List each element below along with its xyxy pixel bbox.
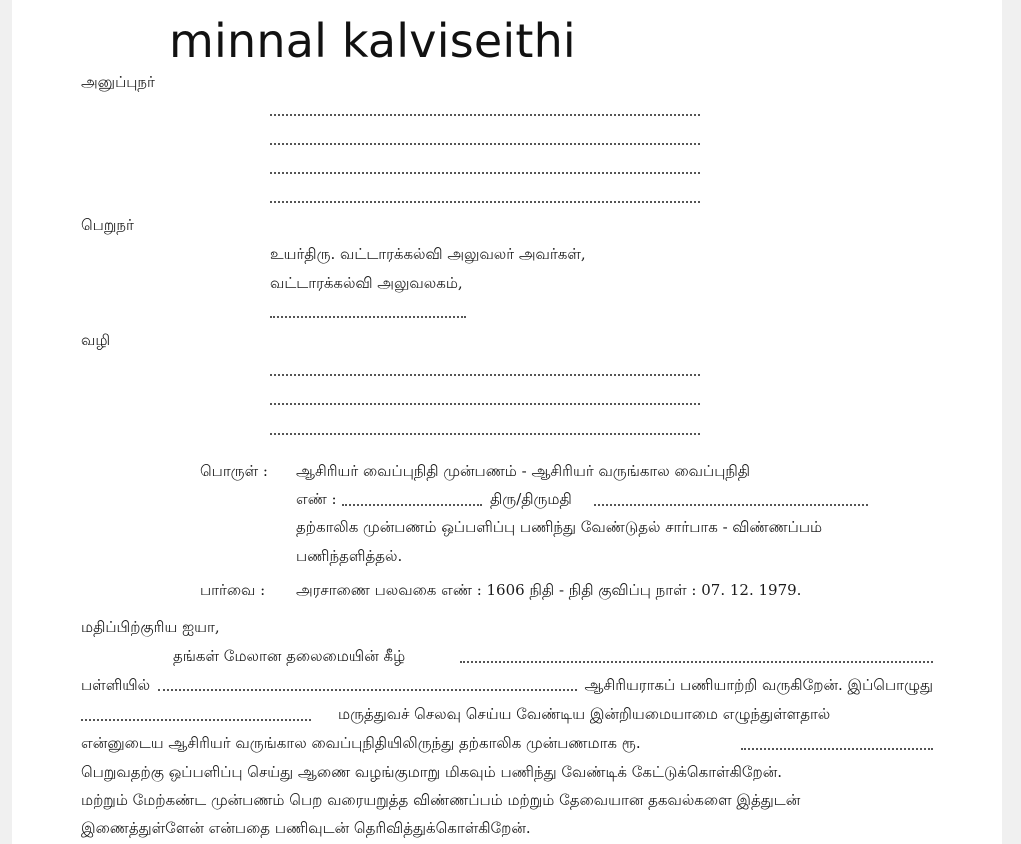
body-line-6: மற்றும் மேற்கண்ட முன்பணம் பெற வரையறுத்த விண்ணப்பம் மற்றும் தேவையான தகவல்களை இத்துடன்: [81, 791, 801, 809]
sender-line-2: [270, 143, 700, 145]
reference-label: பார்வை :: [200, 581, 266, 599]
brand-watermark: minnal kalviseithi: [169, 14, 576, 68]
body-line-3: மருத்துவச் செலவு செய்ய வேண்டிய இன்றியமையாமை எழுந்துள்ளதால்: [338, 705, 831, 723]
subject-line-2-title: திரு/திருமதி: [490, 490, 572, 508]
salutation: மதிப்பிற்குரிய ஐயா,: [81, 618, 220, 636]
subject-line-3: தற்காலிக முன்பணம் ஒப்பளிப்பு பணிந்து வேண்டுதல் சார்பாக - விண்ணப்பம்: [296, 518, 823, 536]
recipient-line-2: வட்டாரக்கல்வி அலுவலகம்,: [270, 274, 463, 292]
body-line-1-blank: [460, 661, 933, 663]
sender-label: அனுப்புநர்: [81, 73, 155, 91]
subject-number-blank: [342, 504, 482, 506]
reference-text: அரசாணை பலவகை எண் : 1606 நிதி - நிதி குவிப்பு நாள் : 07. 12. 1979.: [296, 581, 802, 599]
subject-name-blank: [594, 504, 868, 506]
subject-line-4: பணிந்தளித்தல்.: [296, 547, 403, 565]
body-line-3-blank: [81, 719, 311, 721]
body-line-7: இணைத்துள்ளேன் என்பதை பணிவுடன் தெரிவித்துக்கொள்கிறேன்.: [81, 819, 531, 837]
body-line-1: தங்கள் மேலான தலைமையின் கீழ்: [173, 647, 406, 665]
body-line-2-start: பள்ளியில்: [81, 676, 151, 694]
body-line-5: பெறுவதற்கு ஒப்பளிப்பு செய்து ஆணை வழங்குமாறு மிகவும் பணிந்து வேண்டிக் கேட்டுக்கொள்கிறேன்.: [81, 763, 783, 781]
via-line-3: [270, 433, 700, 435]
body-line-2-end: ஆசிரியராகப் பணியாற்றி வருகிறேன். இப்பொழுது: [584, 676, 933, 694]
sender-line-1: [270, 114, 700, 116]
body-line-4: என்னுடைய ஆசிரியர் வருங்கால வைப்புநிதியிலிருந்து தற்காலிக முன்பணமாக ரூ.: [81, 734, 641, 752]
subject-label: பொருள் :: [200, 462, 268, 480]
sender-line-4: [270, 201, 700, 203]
amount-blank: [741, 748, 933, 750]
sender-line-3: [270, 172, 700, 174]
subject-line-2-label: எண் :: [296, 490, 337, 508]
body-line-2: [81, 676, 933, 696]
school-name-blank: [158, 689, 576, 691]
via-line-2: [270, 403, 700, 405]
recipient-line-1: உயர்திரு. வட்டாரக்கல்வி அலுவலர் அவர்கள்,: [270, 245, 586, 263]
document-page: [12, 0, 1002, 844]
via-label: வழி: [81, 331, 111, 349]
via-line-1: [270, 374, 700, 376]
subject-line-1: ஆசிரியர் வைப்புநிதி முன்பணம் - ஆசிரியர் வருங்கால வைப்புநிதி: [296, 462, 751, 480]
recipient-line-3: [270, 316, 466, 318]
recipient-label: பெறுநர்: [81, 216, 134, 234]
